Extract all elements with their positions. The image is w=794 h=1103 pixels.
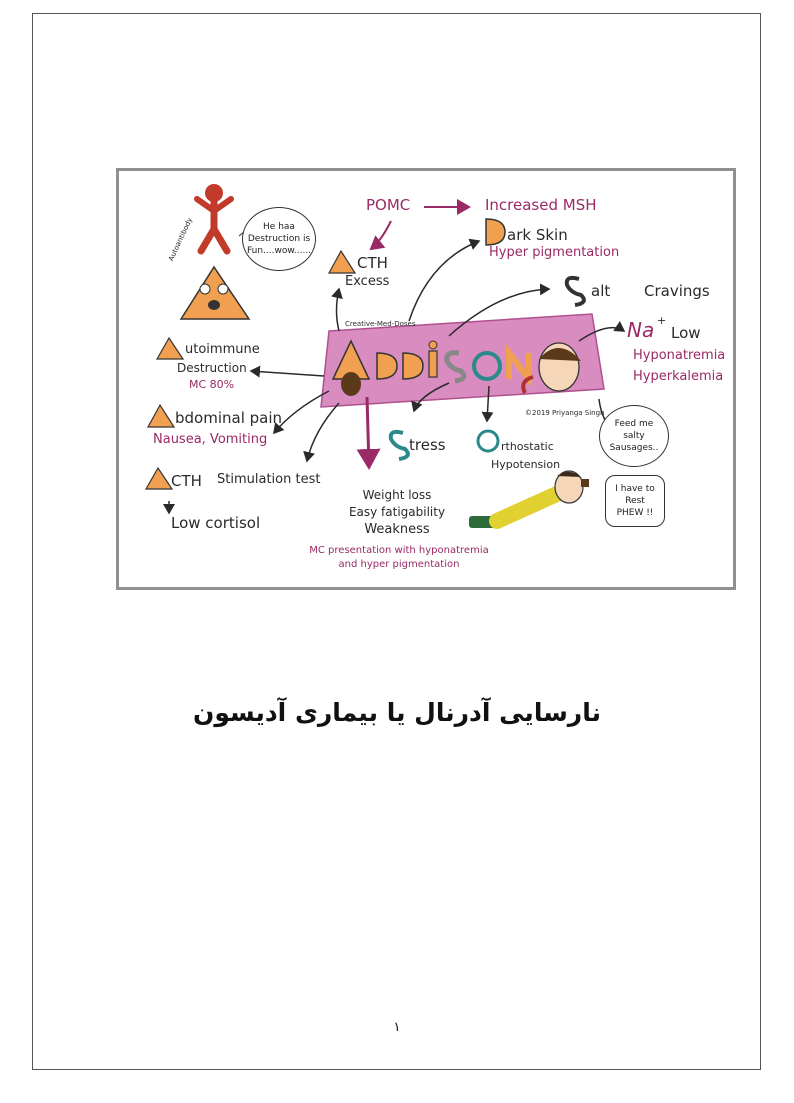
autoimmune-mc: MC 80%: [189, 378, 235, 391]
abdominal-symptoms: Nausea, Vomiting: [153, 432, 268, 447]
symptom-weakness: Weakness: [364, 522, 430, 537]
orthostatic-label: rthostatic: [501, 440, 554, 453]
adrenal-icon: [329, 251, 355, 273]
document-title: نارسایی آدرنال یا بیماری آدیسون: [193, 698, 601, 727]
addison-illustration: [116, 168, 736, 590]
fatigued-man: [469, 471, 589, 528]
low-cortisol-label: Low cortisol: [171, 514, 261, 532]
abdominal-pain-label: bdominal pain: [175, 409, 283, 427]
speech-bubble-rest: I have to Rest PHEW !!: [605, 475, 665, 527]
page-number: ۱: [393, 1020, 401, 1035]
salt-label: alt: [591, 282, 611, 300]
hypotension-label: Hypotension: [491, 458, 561, 471]
autoantibody-label: Autoantibody: [167, 216, 195, 263]
watermark: Creative-Med-Doses: [345, 320, 416, 328]
na-low-label: Low: [671, 324, 701, 342]
msh-label: Increased MSH: [485, 196, 597, 214]
mc-presentation-line1: MC presentation with hyponatremia: [309, 545, 489, 556]
hyperkalemia-label: Hyperkalemia: [633, 369, 724, 384]
acth-excess-title: CTH: [357, 254, 388, 272]
copyright: ©2019 Priyanga Singh: [525, 409, 605, 417]
salt-cravings-label: Cravings: [644, 282, 710, 300]
autoimmune-destruction: Destruction: [177, 361, 247, 375]
na-plus: +: [657, 314, 667, 327]
stress-label: tress: [409, 436, 446, 454]
dark-skin-label: ark Skin: [507, 226, 568, 244]
speech-bubble-autoantibody: He haa Destruction is Fun....wow......: [242, 207, 316, 271]
acth-excess-label: Excess: [345, 274, 390, 289]
hyponatremia-label: Hyponatremia: [633, 348, 726, 363]
pomc-label: POMC: [366, 196, 411, 214]
hyper-pigmentation-label: Hyper pigmentation: [489, 245, 620, 260]
symptom-weight-loss: Weight loss: [362, 488, 432, 502]
autoantibody-figure: [181, 184, 249, 319]
mc-presentation-line2: and hyper pigmentation: [338, 559, 460, 570]
speech-bubble-salty: Feed me salty Sausages..: [599, 405, 669, 467]
na-symbol: Na: [627, 318, 655, 342]
autoimmune-label: utoimmune: [185, 342, 260, 357]
symptom-fatigability: Easy fatigability: [348, 505, 446, 519]
acth-test-label: CTH: [171, 472, 202, 490]
stimulation-test-label: Stimulation test: [217, 472, 321, 487]
